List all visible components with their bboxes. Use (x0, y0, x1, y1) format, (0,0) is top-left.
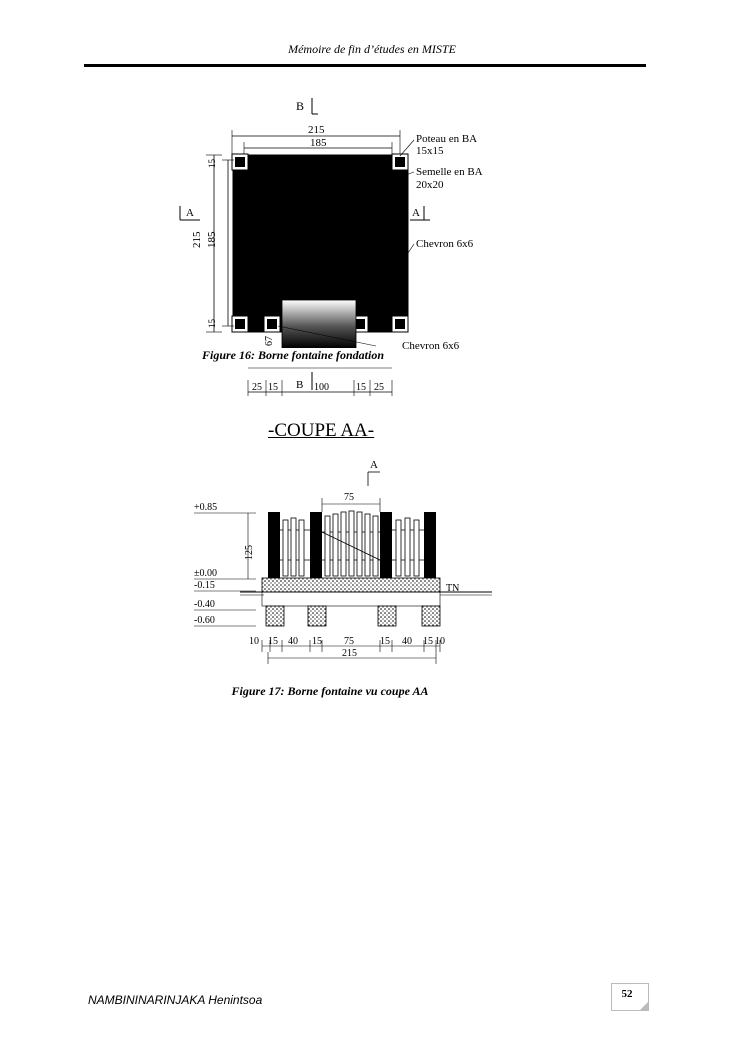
section-b-top: B (296, 99, 305, 113)
label-semelle-2: 20x20 (416, 179, 444, 191)
dim-bottom-25b: 25 (374, 382, 384, 393)
level-000: ±0.00 (194, 568, 217, 579)
footing (266, 606, 284, 626)
figure17-section (194, 459, 492, 664)
dim-col-35: 35 (264, 168, 275, 178)
page-fold-icon (639, 1001, 649, 1011)
dim-total-215: 215 (342, 648, 357, 659)
figure17-caption: Figure 17: Borne fontaine vu coupe AA (231, 684, 429, 698)
dim-top-outer: 215 (308, 124, 325, 136)
level-085: +0.85 (194, 502, 218, 513)
page-number: 52 (621, 988, 633, 1000)
dim-col-20: 20 (264, 194, 275, 204)
section-a-right: A (412, 207, 420, 219)
dim-gate-75: 75 (344, 492, 354, 503)
post (310, 512, 322, 578)
label-semelle-1: Semelle en BA (416, 166, 483, 178)
dim-col-8: 8 (264, 307, 274, 312)
slab (262, 578, 440, 592)
dim-diag-15a: 15 (250, 168, 258, 177)
footing (308, 606, 326, 626)
dim-left-15-bottom: 15 (207, 319, 217, 328)
dim-bottom-15b: 15 (356, 382, 366, 393)
label-tn: TN (446, 583, 460, 594)
dim-b-15a: 15 (268, 636, 278, 647)
label-chevron-bottom: Chevron 6x6 (402, 340, 460, 352)
footing (422, 606, 440, 626)
dim-b-15b: 15 (312, 636, 322, 647)
dim-left-outer: 215 (191, 231, 203, 248)
section-a-left: A (186, 207, 194, 219)
dim-left-15-top: 15 (207, 159, 217, 168)
running-header: Mémoire de fin d’études en MISTE (288, 42, 456, 56)
footer-author: NAMBININARINJAKA Henintsoa (88, 993, 263, 1007)
dim-top-inner: 185 (310, 137, 327, 149)
label-chevron-right: Chevron 6x6 (416, 238, 474, 250)
dim-b-10b: 10 (435, 636, 445, 647)
footing (378, 606, 396, 626)
level-060: -0.60 (194, 615, 215, 626)
dim-step-width: 23 (313, 181, 323, 192)
level-015: -0.15 (194, 580, 215, 591)
dim-col-67: 67 (264, 336, 275, 346)
dim-col-190: 190 (250, 231, 261, 246)
coupe-title: -COUPE AA- (268, 420, 375, 441)
dim-b-15d: 15 (423, 636, 433, 647)
dim-step-depth: 23 (346, 198, 357, 208)
dim-bottom-25a: 25 (252, 382, 262, 393)
figure16-caption: Figure 16: Borne fontaine fondation (202, 348, 385, 362)
dim-height-125: 125 (244, 545, 255, 560)
dim-bottom-100: 100 (314, 382, 329, 393)
section-b-bottom: B (296, 379, 304, 391)
dim-b-75: 75 (344, 636, 354, 647)
dim-diag-15b: 15 (250, 308, 258, 317)
page-number-box (611, 983, 649, 1011)
label-poteau-2: 15x15 (416, 145, 444, 157)
dim-b-40b: 40 (402, 636, 412, 647)
section-a-mark: A (370, 459, 378, 471)
level-040: -0.40 (194, 599, 215, 610)
gate (322, 511, 380, 576)
dim-b-10a: 10 (249, 636, 259, 647)
dim-col-40: 40 (264, 218, 275, 228)
dim-col-77: 77 (264, 264, 275, 274)
dim-left-inner: 185 (206, 231, 218, 248)
dim-b-40a: 40 (288, 636, 298, 647)
dim-b-15c: 15 (380, 636, 390, 647)
fence-right (392, 518, 424, 576)
dim-bottom-15a: 15 (268, 382, 278, 393)
post (424, 512, 436, 578)
basin (282, 300, 356, 348)
post (380, 512, 392, 578)
dim-tread: 60 (312, 250, 322, 261)
post (268, 512, 280, 578)
label-poteau-1: Poteau en BA (416, 133, 478, 145)
fence-left (280, 518, 310, 576)
